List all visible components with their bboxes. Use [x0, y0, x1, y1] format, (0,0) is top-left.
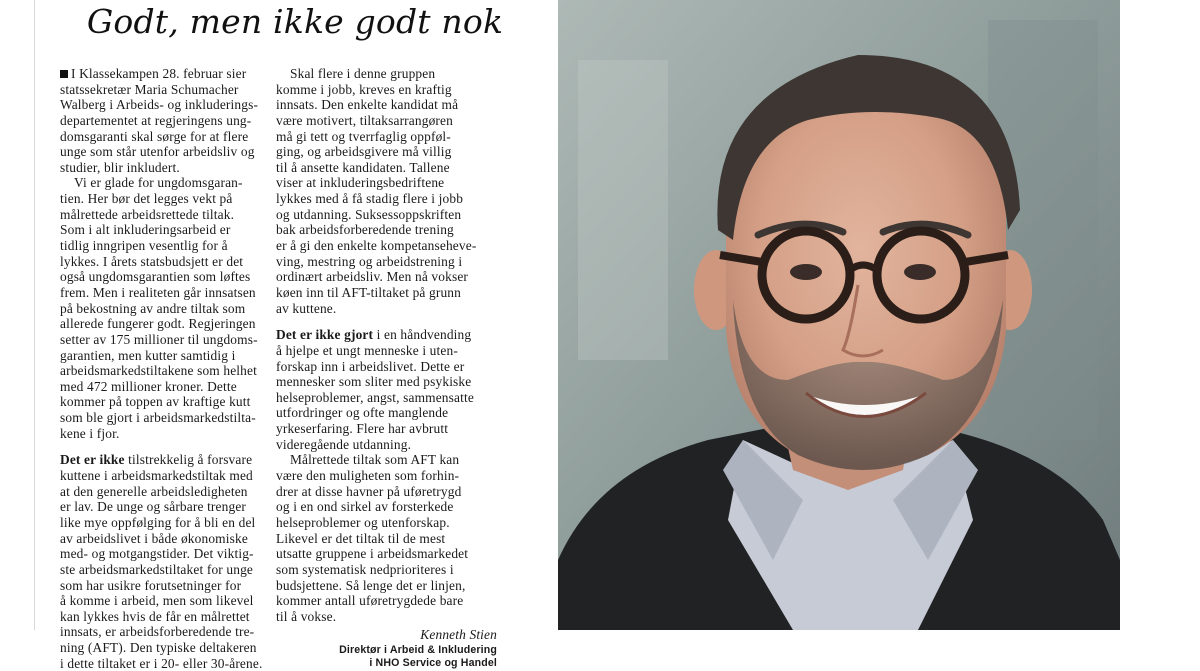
text-line [60, 578, 281, 594]
text-line [276, 593, 497, 609]
text-line-content: helseproblemer og utenforskap. [276, 514, 450, 530]
text-line [276, 285, 497, 301]
text-line-content: som har usikre forutsetninger for [60, 577, 242, 593]
text-line [60, 82, 281, 98]
text-line-content: at den generelle arbeidsledigheten [60, 483, 248, 499]
text-line [276, 269, 497, 285]
text-line-content: ging, og arbeidsgivere må villig [276, 144, 452, 160]
text-line [60, 609, 281, 625]
text-line [276, 238, 497, 254]
text-line-content: komme i jobb, kreves en kraftig [276, 81, 452, 97]
text-line-content: innsats, er arbeidsforberedende tre- [60, 624, 255, 640]
author-title-line-1: Direktør i Arbeid & Inkludering [339, 644, 497, 657]
text-line-content: like mye oppfølging for å bli en del [60, 514, 256, 530]
text-line [276, 222, 497, 238]
text-line [60, 499, 281, 515]
text-line [60, 332, 281, 348]
text-line [60, 426, 281, 442]
text-line-content: og i en ond sirkel av forsterkede [276, 499, 454, 515]
text-line [276, 546, 497, 562]
text-line [276, 390, 497, 406]
text-line-content: være den muligheten som forhin- [276, 468, 460, 484]
author-portrait-photo [558, 0, 1120, 630]
text-line-content: kommer på toppen av kraftige kutt [60, 394, 251, 410]
text-line [60, 593, 281, 609]
text-line [276, 254, 497, 270]
text-line-content: Som i alt inkluderingsarbeid er [60, 222, 231, 238]
text-line-content: viser at inkluderingsbedriftene [276, 175, 445, 191]
text-line-content: tilstrekkelig å forsvare [124, 452, 253, 468]
text-line [60, 222, 281, 238]
text-line-content: yrkeserfaring. Flere har avbrutt [276, 421, 449, 437]
text-line [276, 160, 497, 176]
text-line-content: til å ansette kandidaten. Tallene [276, 159, 450, 175]
text-line [276, 499, 497, 515]
article-column-1 [60, 66, 281, 671]
text-line [60, 160, 281, 176]
text-line [60, 656, 281, 671]
text-line-content: med- og motgangstider. Det viktig- [60, 546, 254, 562]
text-line [276, 484, 497, 500]
text-line [276, 144, 497, 160]
text-line-content: kene i fjor. [60, 425, 120, 441]
text-line [276, 175, 497, 191]
text-line [60, 269, 281, 285]
author-title-line-2: i NHO Service og Handel [369, 656, 497, 669]
text-line-content: statssekretær Maria Schumacher [60, 81, 239, 97]
text-line-content: bak arbeidsforberedende trening [276, 222, 454, 238]
text-line-content: domsgaranti skal sørge for at flere [60, 128, 249, 144]
text-line [276, 515, 497, 531]
text-line-content: som ble gjort i arbeidsmarkedstilta- [60, 410, 256, 426]
text-line-content: er å gi den enkelte kompetanseheve- [276, 238, 477, 254]
text-line [276, 609, 497, 625]
text-line [60, 238, 281, 254]
article-start-marker [60, 70, 68, 78]
text-line [276, 301, 497, 317]
text-line-content: å komme i arbeid, men som likevel [60, 593, 254, 609]
text-line [60, 113, 281, 129]
text-line [60, 531, 281, 547]
text-line-content: arbeidsmarkedstiltakene som helhet [60, 363, 257, 379]
text-line [60, 254, 281, 270]
text-line-content: utsatte gruppene i arbeidsmarkedet [276, 546, 469, 562]
text-line-content: er lav. De unge og sårbare trenger [60, 499, 247, 515]
text-line [60, 484, 281, 500]
portrait-illustration [558, 0, 1120, 630]
text-line [276, 468, 497, 484]
text-line [60, 97, 281, 113]
text-line [60, 348, 281, 364]
text-line-content: på bekostning av andre tiltak som [60, 300, 246, 316]
text-line-content: departementet at regjeringens ung- [60, 112, 252, 128]
text-line-content: i dette tiltaket er i 20- eller 30-årene. [60, 655, 263, 671]
text-line-content: unge som står utenfor arbeidsliv og [60, 144, 255, 160]
text-line-content: tidlig inngripen vesentlig for å [60, 238, 228, 254]
text-line-content: av arbeidslivet i både økonomiske [60, 530, 248, 546]
text-line-content: målrettede arbeidsrettede tiltak. [60, 206, 235, 222]
text-line-content: ste arbeidsmarkedstiltaket for unge [60, 561, 254, 577]
text-line-content: Målrettede tiltak som AFT kan [290, 452, 460, 468]
text-line-content: i en håndvending [373, 327, 472, 343]
text-line-content: lykkes med å få stadig flere i jobb [276, 191, 464, 207]
text-line [276, 578, 497, 594]
text-line-content: ving, mestring og arbeidstrening i [276, 253, 463, 269]
text-line-content: også ungdomsgarantien som løftes [60, 269, 251, 285]
text-line-content: budsjettene. Så lenge det er linjen, [276, 577, 466, 593]
text-line [276, 129, 497, 145]
text-line [60, 316, 281, 332]
paragraph-lead-in: Det er ikke gjort [276, 327, 374, 343]
text-line [276, 207, 497, 223]
text-line-content: kommer antall uføretrygdede bare [276, 593, 464, 609]
text-line [60, 144, 281, 160]
text-line-content: køen inn til AFT-tiltaket på grunn [276, 284, 461, 300]
text-line-content: utfordringer og ofte manglende [276, 405, 449, 421]
paragraph-gap [60, 441, 281, 452]
author-name: Kenneth Stien [420, 627, 497, 643]
text-line-content: drer at disse havner på uføretrygd [276, 483, 462, 499]
paragraph-gap [276, 316, 497, 327]
text-line-content: lykkes. I årets statsbudsjett er det [60, 253, 244, 269]
article-column-2 [276, 66, 497, 669]
text-line-content: ning (AFT). Den typiske deltakeren [60, 640, 257, 656]
text-line [276, 97, 497, 113]
text-line [60, 301, 281, 317]
text-line-content: som systematisk nedprioriteres i [276, 561, 454, 577]
text-line-content: kuttene i arbeidsmarkedstiltak med [60, 468, 253, 484]
text-line [60, 363, 281, 379]
text-line [60, 624, 281, 640]
text-line-content: til å vokse. [276, 608, 337, 624]
text-line-content: setter av 175 millioner til ungdoms- [60, 331, 258, 347]
text-line-content: må gi tett og tverrfaglig oppføl- [276, 128, 451, 144]
text-line [60, 191, 281, 207]
text-line-content: tien. Her bør det legges vekt på [60, 191, 233, 207]
text-line [60, 66, 281, 82]
text-line-content: I Klassekampen 28. februar sier [71, 66, 247, 81]
text-line [60, 468, 281, 484]
text-line [276, 66, 497, 82]
text-line-content: og utdanning. Suksessoppskriften [276, 206, 462, 222]
text-line [276, 405, 497, 421]
text-line-content: forskap inn i arbeidslivet. Dette er [276, 358, 465, 374]
text-line [276, 343, 497, 359]
text-line [60, 562, 281, 578]
text-line [60, 129, 281, 145]
text-line [276, 374, 497, 390]
paragraph-lead-in: Det er ikke [60, 452, 125, 468]
right-margin [1120, 0, 1200, 630]
text-line [60, 640, 281, 656]
text-line-content: Vi er glade for ungdomsgaran- [74, 175, 243, 191]
text-line [60, 379, 281, 395]
text-line-content: garantien, men kutter samtidig i [60, 347, 236, 363]
text-line-content: innsats. Den enkelte kandidat må [276, 97, 459, 113]
text-line [60, 207, 281, 223]
text-line-content: å hjelpe et ungt menneske i uten- [276, 342, 458, 358]
text-line-content: av kuttene. [276, 300, 337, 316]
text-line-content: mennesker som sliter med psykiske [276, 374, 472, 390]
text-line [60, 546, 281, 562]
text-line-content: Skal flere i denne gruppen [290, 66, 436, 81]
text-line [60, 452, 281, 468]
article-headline: Godt, men ikke godt nok [86, 2, 504, 41]
text-line [276, 359, 497, 375]
text-line [60, 394, 281, 410]
text-line [276, 562, 497, 578]
text-line-content: studier, blir inkludert. [60, 159, 180, 175]
text-line [276, 421, 497, 437]
text-line-content: frem. Men i realiteten går innsatsen [60, 284, 256, 300]
text-line-content: allerede fungerer godt. Regjeringen [60, 316, 256, 332]
text-line [276, 531, 497, 547]
text-line-content: ordinært arbeidsliv. Men nå vokser [276, 269, 469, 285]
text-line [276, 113, 497, 129]
text-line [276, 452, 497, 468]
left-margin-rule [34, 0, 35, 630]
text-line [276, 82, 497, 98]
text-line-content: helseproblemer, angst, sammensatte [276, 389, 474, 405]
text-line [60, 515, 281, 531]
text-line [276, 437, 497, 453]
text-line-content: med 472 millioner kroner. Dette [60, 378, 237, 394]
text-line [276, 191, 497, 207]
text-line [60, 410, 281, 426]
text-line-content: Likevel er det tiltak til de mest [276, 530, 446, 546]
text-line-content: Walberg i Arbeids- og inkluderings- [60, 97, 259, 113]
text-line-content: være motivert, tiltaksarrangøren [276, 112, 453, 128]
text-line [60, 285, 281, 301]
text-line [276, 327, 497, 343]
text-line-content: kan lykkes hvis de får en målrettet [60, 608, 250, 624]
text-line [60, 175, 281, 191]
text-line-content: videregående utdanning. [276, 436, 412, 452]
